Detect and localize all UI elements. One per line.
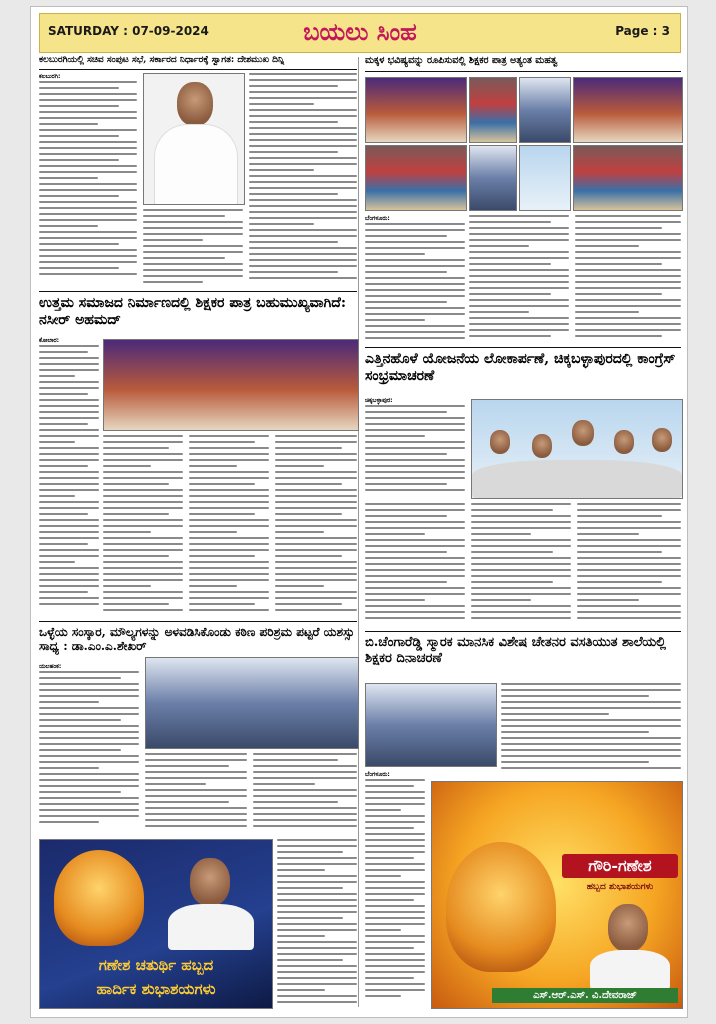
article-body [103,435,183,615]
issue-date: SATURDAY : 07-09-2024 [48,24,209,38]
ad-person-face [608,904,648,952]
ad-festival-subtitle: ಹಬ್ಬದ ಶುಭಾಶಯಗಳು [586,882,654,892]
event-stage-photo [103,339,359,431]
article-body [145,753,247,831]
portrait-face [177,82,213,126]
article-body [577,503,681,625]
article-headline-ettinahole: ಎತ್ತಿನಹೊಳೆ ಯೋಜನೆಯ ಲೋಕಾರ್ಪಣೆ, ಚಿಕ್ಕಬಳ್ಳಾಪುರದಲ್ಲಿ ಕಾಂಗ್ರೆಸ್ ಸಂಭ್ರಮಾಚರಣೆ [365,351,676,384]
section-rule [365,347,681,348]
article-dateline: ಬೆಂಗಳೂರು: [365,215,390,222]
headline-underline [365,71,681,72]
article-body [501,683,681,775]
portrait-shirt [154,124,238,205]
article-body [39,81,137,281]
students-group-photo [145,657,359,749]
article-headline-cabinet: ಕಲಬುರಗಿಯಲ್ಲಿ ಸಚಿವ ಸಂಪುಟ ಸಭೆ, ಸರ್ಕಾರದ ನಿರ್ಧಾರಕ್ಕೆ ಸ್ವಾಗತ: ದೇಶಮುಖ ದಿನ್ನಿ [39,55,285,65]
crowd-face [614,430,634,454]
ganesha-icon [54,850,144,946]
portrait-photo [143,73,245,205]
article-body [143,209,243,289]
section-rule [39,621,357,622]
article-body [471,503,571,625]
gowri-ganesha-ad [431,781,683,1009]
section-rule [365,631,681,632]
article-body [575,215,681,343]
event-photo-collage-7 [519,145,571,211]
ad-festival-title: ಗೌರಿ-ಗಣೇಶ [562,854,678,878]
ad-person-shirt [590,950,670,990]
masthead-bar [39,13,681,53]
article-body [249,73,357,287]
article-body [189,435,269,615]
article-headline-values-success: ಒಳ್ಳೆಯ ಸಂಸ್ಕಾರ, ಮೌಲ್ಯಗಳನ್ನು ಅಳವಡಿಸಿಕೊಂಡು ಕಠಿಣ ಪರಿಶ್ರಮ ಪಟ್ಟರೆ ಯಶಸ್ಸು ಸಾಧ್ಯ : ಡಾ.ಎಂ.ಎ.ಶೇಖರ್ [39,625,355,654]
ad-greeting-line2: ಹಾರ್ದಿಕ ಶುಭಾಶಯಗಳು [96,980,216,998]
article-body [39,671,139,831]
teachers-day-photo [365,683,497,767]
event-photo-collage-5 [365,145,467,211]
event-photo-collage-6 [469,145,517,211]
headline-underline [39,69,357,70]
event-photo-collage-1 [365,77,467,143]
section-rule [39,291,357,292]
masthead-title: ಬಯಲು ಸಿಂಹ [303,17,417,46]
event-photo-collage-2 [469,77,517,143]
article-dateline: ಕಲಬುರಗಿ: [39,73,61,80]
crowd-face [652,428,672,452]
ganesha-idol-icon [446,842,556,972]
article-body [39,345,99,615]
ad-greeting-line1: ಗಣೇಶ ಚತುರ್ಥಿ ಹಬ್ಬದ [98,956,214,974]
ad-person-shirt [168,904,254,950]
article-dateline: ಚಿಕ್ಕಬಳ್ಳಾಪುರ: [365,397,393,404]
crowd-body [472,460,682,498]
article-headline-teachers-role: ಮಕ್ಕಳ ಭವಿಷ್ಯವನ್ನು ರೂಪಿಸುವಲ್ಲಿ ಶಿಕ್ಷಕರ ಪಾತ್ರ ಅತ್ಯಂತ ಮಹತ್ವ [365,55,558,66]
article-body [277,839,357,1007]
ad-person-face [190,858,230,906]
celebration-photo [471,399,683,499]
article-body [275,435,357,615]
crowd-face [490,430,510,454]
article-body [253,753,357,831]
ganesha-festival-ad [39,839,273,1009]
article-body [469,215,569,343]
event-photo-collage-8 [573,145,683,211]
article-body [365,405,465,497]
crowd-face [532,434,552,458]
article-body [365,503,465,625]
crowd-face [572,420,594,446]
article-dateline: ಯಲಹಂಕ: [39,663,62,670]
event-photo-collage-4 [573,77,683,143]
article-headline-good-society: ಉತ್ತಮ ಸಮಾಜದ ನಿರ್ಮಾಣದಲ್ಲಿ ಶಿಕ್ಷಕರ ಪಾತ್ರ ಬಹುಮುಖ್ಯವಾಗಿದೆ: ನಸೀರ್ ಅಹಮದ್ [39,295,347,328]
article-dateline: ಕೋಲಾರ: [39,337,60,344]
column-divider [358,57,359,1007]
article-dateline: ಬೆಂಗಳೂರು: [365,771,390,778]
event-photo-collage-3 [519,77,571,143]
article-body [365,223,465,343]
article-body [365,779,425,1007]
newspaper-page [30,6,688,1018]
article-headline-chengareddy-school: ಬಿ.ಚೆಂಗಾರೆಡ್ಡಿ ಸ್ಮಾರಕ ಮಾನಸಿಕ ವಿಶೇಷ ಚೇತನರ ವಸತಿಯುತ ಶಾಲೆಯಲ್ಲಿ ಶಿಕ್ಷಕರ ದಿನಾಚರಣೆ [365,635,667,666]
page-number: Page : 3 [615,24,670,38]
ad-sponsor-name: ಎಸ್.ಆರ್.ಎಸ್. ವಿ.ದೇವರಾಜ್ [492,988,678,1003]
